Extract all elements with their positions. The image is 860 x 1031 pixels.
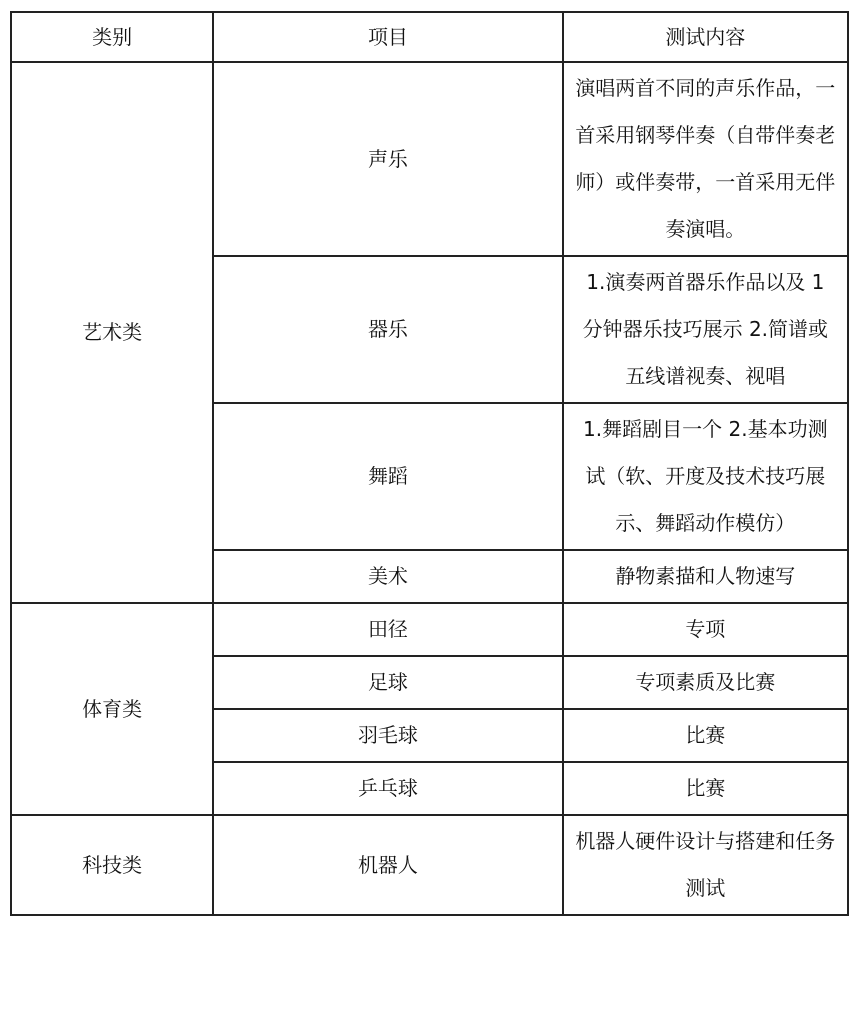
- table-row: [11, 62, 848, 256]
- item-cell: 乒乓球: [213, 762, 562, 815]
- content-cell: 比赛: [563, 762, 848, 815]
- item-cell: 器乐: [213, 256, 562, 403]
- content-cell: 1.舞蹈剧目一个 2.基本功测试（软、开度及技术技巧展示、舞蹈动作模仿）: [563, 403, 848, 550]
- content-cell: 演唱两首不同的声乐作品，一首采用钢琴伴奏（自带伴奏老师）或伴奏带，一首采用无伴奏演唱。: [563, 62, 848, 256]
- item-cell: 羽毛球: [213, 709, 562, 762]
- table-row: [11, 603, 848, 656]
- test-content-table: [10, 11, 849, 916]
- item-cell: 美术: [213, 550, 562, 603]
- content-cell: 专项: [563, 603, 848, 656]
- item-cell: 声乐: [213, 62, 562, 256]
- item-cell: 田径: [213, 603, 562, 656]
- content-cell: 静物素描和人物速写: [563, 550, 848, 603]
- content-cell: 1.演奏两首器乐作品以及 1 分钟器乐技巧展示 2.简谱或五线谱视奏、视唱: [563, 256, 848, 403]
- content-cell: 专项素质及比赛: [563, 656, 848, 709]
- item-cell: 机器人: [213, 815, 562, 915]
- header-content: 测试内容: [563, 12, 848, 62]
- header-item: 项目: [213, 12, 562, 62]
- content-cell: 机器人硬件设计与搭建和任务测试: [563, 815, 848, 915]
- category-cell: 体育类: [11, 603, 213, 815]
- category-cell: 科技类: [11, 815, 213, 915]
- category-cell: 艺术类: [11, 62, 213, 603]
- content-cell: 比赛: [563, 709, 848, 762]
- item-cell: 舞蹈: [213, 403, 562, 550]
- table-header-row: [11, 12, 848, 62]
- header-category: 类别: [11, 12, 213, 62]
- table-row: [11, 815, 848, 915]
- item-cell: 足球: [213, 656, 562, 709]
